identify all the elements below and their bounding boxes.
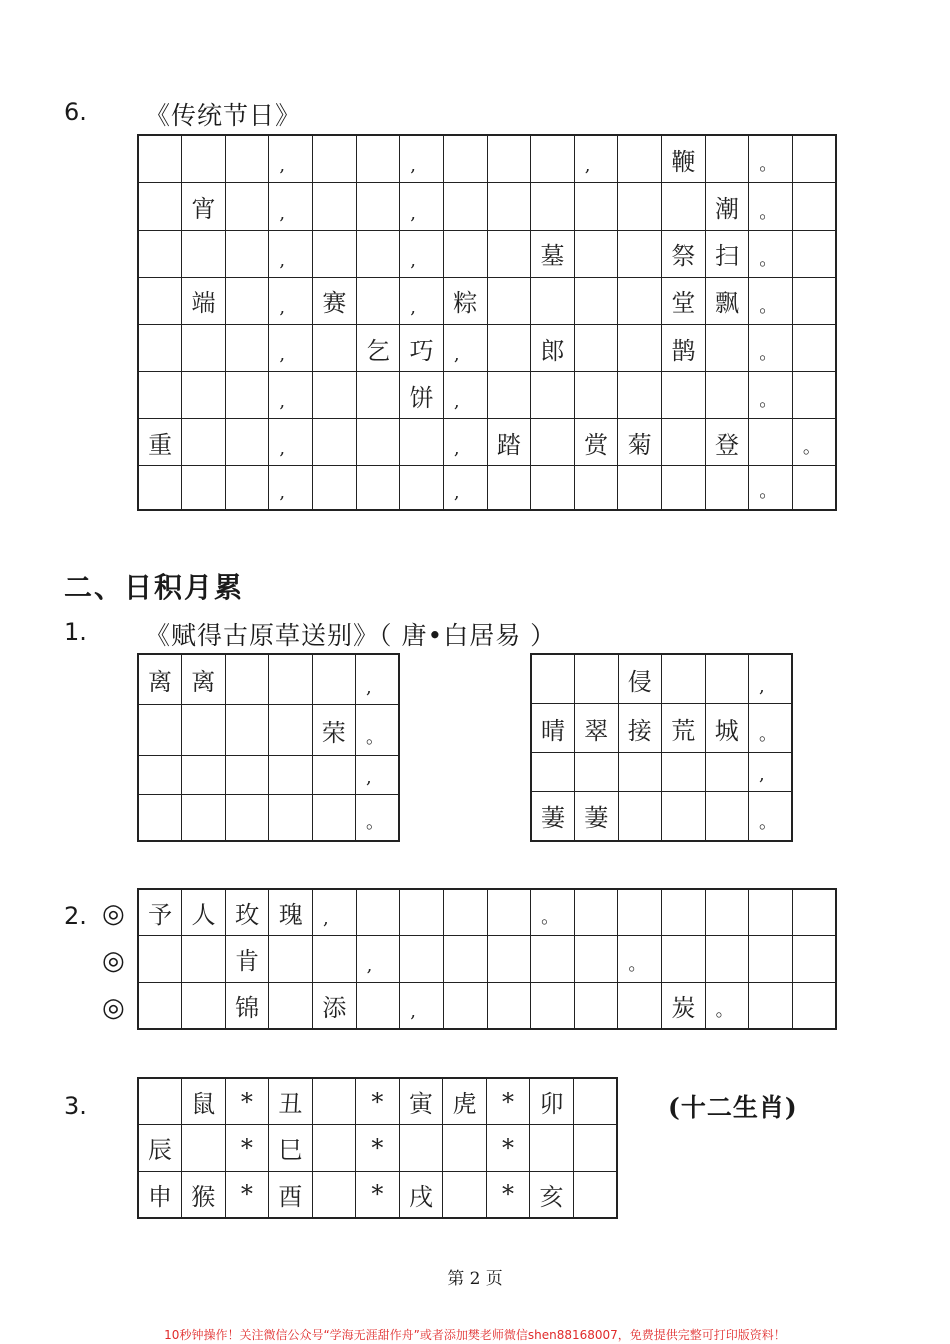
grid-cell: , [443,419,487,466]
grid-cell [531,654,575,704]
grid-cell [182,755,226,794]
grid-row [138,324,836,371]
grid-cell [531,753,575,791]
grid-row [138,794,399,841]
grid-cell [792,230,836,277]
grid-cell [356,466,400,510]
grid-cell: , [400,982,444,1029]
grid-cell [618,135,662,183]
grid-cell: 丑 [269,1078,313,1125]
grid-cell [705,324,749,371]
promo-note: 10秒钟操作！关注微信公众号“学海无涯甜作舟”或者添加樊老师微信shen88168007，免费提供完整可打印版资料！ [164,1328,786,1342]
grid-cell: * [486,1078,530,1125]
grid-cell: 。 [749,704,793,753]
grid-cell [618,183,662,230]
grid-cell: 卯 [530,1078,574,1125]
grid-cell [573,1125,617,1171]
grid-cell [662,183,706,230]
grid-cell [705,466,749,510]
grid-cell: 炭 [662,982,706,1029]
grid-cell: 离 [182,654,226,705]
grid-cell [356,982,400,1029]
grid-cell: 菊 [618,419,662,466]
grid-cell: * [225,1125,269,1171]
grid-cell [662,466,706,510]
grid-cell: * [225,1078,269,1125]
grid-cell: 。 [792,419,836,466]
grid-cell [662,936,706,982]
writing-grid-zodiac [137,1077,618,1219]
grid-cell [574,324,618,371]
grid-cell [313,936,357,982]
grid-cell: , [269,419,313,466]
grid-cell [487,183,531,230]
grid-row [138,936,836,982]
grid-cell [182,135,226,183]
grid-cell: , [574,135,618,183]
grid-row [138,419,836,466]
grid-cell [269,654,313,705]
grid-cell: , [356,755,400,794]
grid-row [138,230,836,277]
grid-cell: 潮 [705,183,749,230]
grid-cell [269,936,313,982]
grid-cell: , [269,183,313,230]
grid-cell [531,135,575,183]
grid-cell: 虎 [443,1078,487,1125]
section-title: 《传统节日》 [145,101,302,130]
grid-cell: 荣 [312,705,356,755]
grid-cell: 。 [356,794,400,841]
bullet-icon: ◎ [102,899,125,929]
grid-cell: 赏 [574,419,618,466]
grid-cell [269,705,313,755]
grid-cell [749,936,793,982]
grid-cell [138,936,182,982]
grid-cell [313,419,357,466]
grid-cell [225,230,269,277]
grid-cell [531,277,575,324]
grid-cell [312,1171,356,1218]
grid-cell [269,755,313,794]
grid-row [138,889,836,936]
grid-cell [574,183,618,230]
grid-cell [443,1125,487,1171]
grid-row [138,1125,617,1171]
grid-cell [138,794,182,841]
grid-cell [618,753,662,791]
grid-cell [531,466,575,510]
grid-cell: 城 [705,704,749,753]
grid-cell [574,889,618,936]
grid-cell [618,466,662,510]
grid-row [138,135,836,183]
grid-cell [705,936,749,982]
grid-cell [443,230,487,277]
grid-cell: 。 [705,982,749,1029]
grid-cell: 予 [138,889,182,936]
grid-cell: 宵 [182,183,226,230]
grid-cell [356,277,400,324]
grid-cell [749,889,793,936]
grid-cell: , [400,183,444,230]
zodiac-note: (十二生肖) [668,1093,798,1122]
grid-cell: 酉 [269,1171,313,1218]
grid-cell: 扫 [705,230,749,277]
grid-cell [705,889,749,936]
grid-cell: 。 [356,705,400,755]
grid-cell [705,135,749,183]
grid-cell [138,1078,182,1125]
grid-cell: 。 [749,230,793,277]
grid-row [138,755,399,794]
grid-cell: , [749,753,793,791]
grid-cell [269,794,313,841]
grid-row [138,466,836,510]
writing-grid-poem-left [137,653,400,842]
grid-cell [138,755,182,794]
grid-cell [182,419,226,466]
grid-cell [573,1078,617,1125]
grid-cell [662,791,706,841]
grid-cell: 寅 [399,1078,443,1125]
grid-cell [182,794,226,841]
grid-cell [487,936,531,982]
grid-cell [443,135,487,183]
grid-cell [443,982,487,1029]
grid-cell [531,936,575,982]
grid-cell [443,1171,487,1218]
grid-cell: * [356,1078,400,1125]
grid-cell [792,466,836,510]
grid-cell: 粽 [443,277,487,324]
grid-cell [443,889,487,936]
grid-cell: * [486,1125,530,1171]
grid-cell [531,372,575,419]
grid-cell [138,372,182,419]
grid-cell [182,466,226,510]
grid-cell: 祭 [662,230,706,277]
grid-cell [574,982,618,1029]
grid-cell [487,324,531,371]
grid-cell: 。 [749,135,793,183]
grid-cell: 肯 [225,936,269,982]
grid-cell: , [443,324,487,371]
grid-cell: , [400,277,444,324]
grid-cell [313,324,357,371]
grid-cell: 。 [749,466,793,510]
grid-cell [400,889,444,936]
grid-cell [356,372,400,419]
grid-cell [138,982,182,1029]
grid-cell [443,936,487,982]
grid-cell: 鼠 [182,1078,226,1125]
grid-cell: 飘 [705,277,749,324]
grid-cell [138,466,182,510]
grid-cell: 瑰 [269,889,313,936]
grid-cell [487,889,531,936]
grid-row [138,1171,617,1218]
grid-cell: 巳 [269,1125,313,1171]
grid-cell [138,230,182,277]
grid-cell [792,324,836,371]
grid-cell [400,936,444,982]
page-number: 第 2 页 [447,1269,503,1289]
grid-cell [138,705,182,755]
grid-cell: , [400,135,444,183]
grid-row [531,654,792,704]
grid-cell: 添 [313,982,357,1029]
grid-cell: 乞 [356,324,400,371]
grid-cell [531,982,575,1029]
grid-cell: 萋 [531,791,575,841]
grid-cell [618,372,662,419]
grid-cell: 墓 [531,230,575,277]
section-heading: 二、日积月累 [64,571,245,604]
grid-cell: 饼 [400,372,444,419]
grid-cell: 锦 [225,982,269,1029]
grid-cell [705,654,749,704]
grid-cell [618,230,662,277]
grid-cell [269,982,313,1029]
grid-cell: , [269,135,313,183]
grid-cell [182,705,226,755]
grid-cell [356,135,400,183]
grid-cell [618,324,662,371]
grid-cell: 。 [749,791,793,841]
grid-cell [138,277,182,324]
grid-cell: 晴 [531,704,575,753]
grid-cell: 。 [749,183,793,230]
grid-cell [138,324,182,371]
grid-cell [574,372,618,419]
grid-cell [443,183,487,230]
grid-cell: 鹊 [662,324,706,371]
grid-cell [313,135,357,183]
grid-cell [138,183,182,230]
grid-cell: 接 [618,704,662,753]
grid-row [531,791,792,841]
grid-cell [531,419,575,466]
grid-cell [487,466,531,510]
grid-cell: * [356,1125,400,1171]
grid-cell [312,794,356,841]
grid-cell: * [356,1171,400,1218]
grid-cell [573,1171,617,1218]
grid-cell: , [443,372,487,419]
grid-row [138,372,836,419]
grid-cell [313,230,357,277]
grid-cell [705,791,749,841]
grid-cell: , [269,277,313,324]
grid-cell: 戌 [399,1171,443,1218]
grid-cell [487,277,531,324]
grid-cell: 申 [138,1171,182,1218]
grid-cell [487,982,531,1029]
grid-cell: , [400,230,444,277]
grid-cell: * [486,1171,530,1218]
grid-cell [530,1125,574,1171]
grid-cell [792,135,836,183]
grid-cell [574,936,618,982]
grid-cell [182,1125,226,1171]
question-number: 1. [64,618,87,646]
grid-row [138,654,399,705]
grid-cell [356,419,400,466]
grid-cell: , [269,372,313,419]
grid-cell [575,753,619,791]
grid-cell [400,419,444,466]
grid-cell [225,372,269,419]
grid-cell [574,277,618,324]
grid-cell: , [269,230,313,277]
grid-cell [749,982,793,1029]
grid-cell: 荒 [662,704,706,753]
grid-cell: 离 [138,654,182,705]
grid-cell [618,791,662,841]
grid-cell [356,183,400,230]
grid-cell [574,230,618,277]
grid-cell [225,324,269,371]
grid-cell: 鞭 [662,135,706,183]
grid-cell [792,277,836,324]
grid-cell [792,982,836,1029]
question-number: 2. [64,902,87,930]
grid-cell: 登 [705,419,749,466]
grid-cell: 猴 [182,1171,226,1218]
grid-cell [182,230,226,277]
grid-cell: , [749,654,793,704]
grid-cell: 玫 [225,889,269,936]
grid-row [138,705,399,755]
grid-cell: 侵 [618,654,662,704]
writing-grid-poem-right [530,653,793,842]
grid-cell: 。 [749,324,793,371]
grid-cell [225,654,269,705]
question-number: 3. [64,1092,87,1120]
grid-cell: 巧 [400,324,444,371]
writing-grid-festivals [137,134,837,511]
bullet-icon: ◎ [102,946,125,976]
grid-cell: 郎 [531,324,575,371]
grid-cell: 赛 [313,277,357,324]
grid-cell: 人 [182,889,226,936]
grid-cell [356,230,400,277]
grid-row [531,704,792,753]
grid-cell [618,889,662,936]
grid-cell: 萋 [575,791,619,841]
grid-cell [618,982,662,1029]
grid-cell [313,466,357,510]
grid-cell: 重 [138,419,182,466]
grid-cell [575,654,619,704]
grid-cell [662,889,706,936]
grid-cell [400,466,444,510]
grid-cell [312,1078,356,1125]
grid-cell [225,705,269,755]
grid-cell [313,372,357,419]
grid-cell [312,654,356,705]
grid-cell [225,755,269,794]
grid-cell [487,135,531,183]
grid-row [138,277,836,324]
grid-cell [574,466,618,510]
grid-cell [487,372,531,419]
grid-cell [792,889,836,936]
grid-cell [182,982,226,1029]
grid-cell: 亥 [530,1171,574,1218]
grid-cell [225,419,269,466]
grid-row [138,1078,617,1125]
poem-title: 《赋得古原草送别》（ 唐•白居易 ） [145,621,557,650]
grid-row [138,982,836,1029]
grid-cell [705,753,749,791]
grid-cell: 。 [749,372,793,419]
grid-cell [356,889,400,936]
grid-cell: , [356,654,400,705]
grid-cell [225,466,269,510]
grid-cell [225,277,269,324]
grid-cell [487,230,531,277]
grid-cell [531,183,575,230]
grid-cell [182,324,226,371]
grid-cell [618,277,662,324]
grid-cell: 端 [182,277,226,324]
grid-cell [225,135,269,183]
grid-cell [182,936,226,982]
grid-cell: 。 [531,889,575,936]
grid-cell: , [313,889,357,936]
grid-cell [225,183,269,230]
grid-cell: 。 [618,936,662,982]
grid-cell [792,936,836,982]
grid-cell: , [269,466,313,510]
grid-cell [749,419,793,466]
grid-cell [225,794,269,841]
bullet-icon: ◎ [102,993,125,1023]
grid-cell [662,372,706,419]
grid-cell [399,1125,443,1171]
grid-cell: , [443,466,487,510]
writing-grid-idioms [137,888,837,1030]
grid-cell [662,419,706,466]
question-number: 6. [64,98,87,126]
grid-cell: , [356,936,400,982]
grid-cell [705,372,749,419]
grid-cell: 踏 [487,419,531,466]
grid-cell: * [225,1171,269,1218]
grid-row [531,753,792,791]
grid-row [138,183,836,230]
grid-cell [138,135,182,183]
grid-cell: 翠 [575,704,619,753]
grid-cell: 堂 [662,277,706,324]
grid-cell [792,183,836,230]
grid-cell: 。 [749,277,793,324]
grid-cell [182,372,226,419]
grid-cell [792,372,836,419]
grid-cell [312,1125,356,1171]
grid-cell [312,755,356,794]
grid-cell [313,183,357,230]
grid-cell [662,753,706,791]
grid-cell: , [269,324,313,371]
grid-cell: 辰 [138,1125,182,1171]
grid-cell [662,654,706,704]
